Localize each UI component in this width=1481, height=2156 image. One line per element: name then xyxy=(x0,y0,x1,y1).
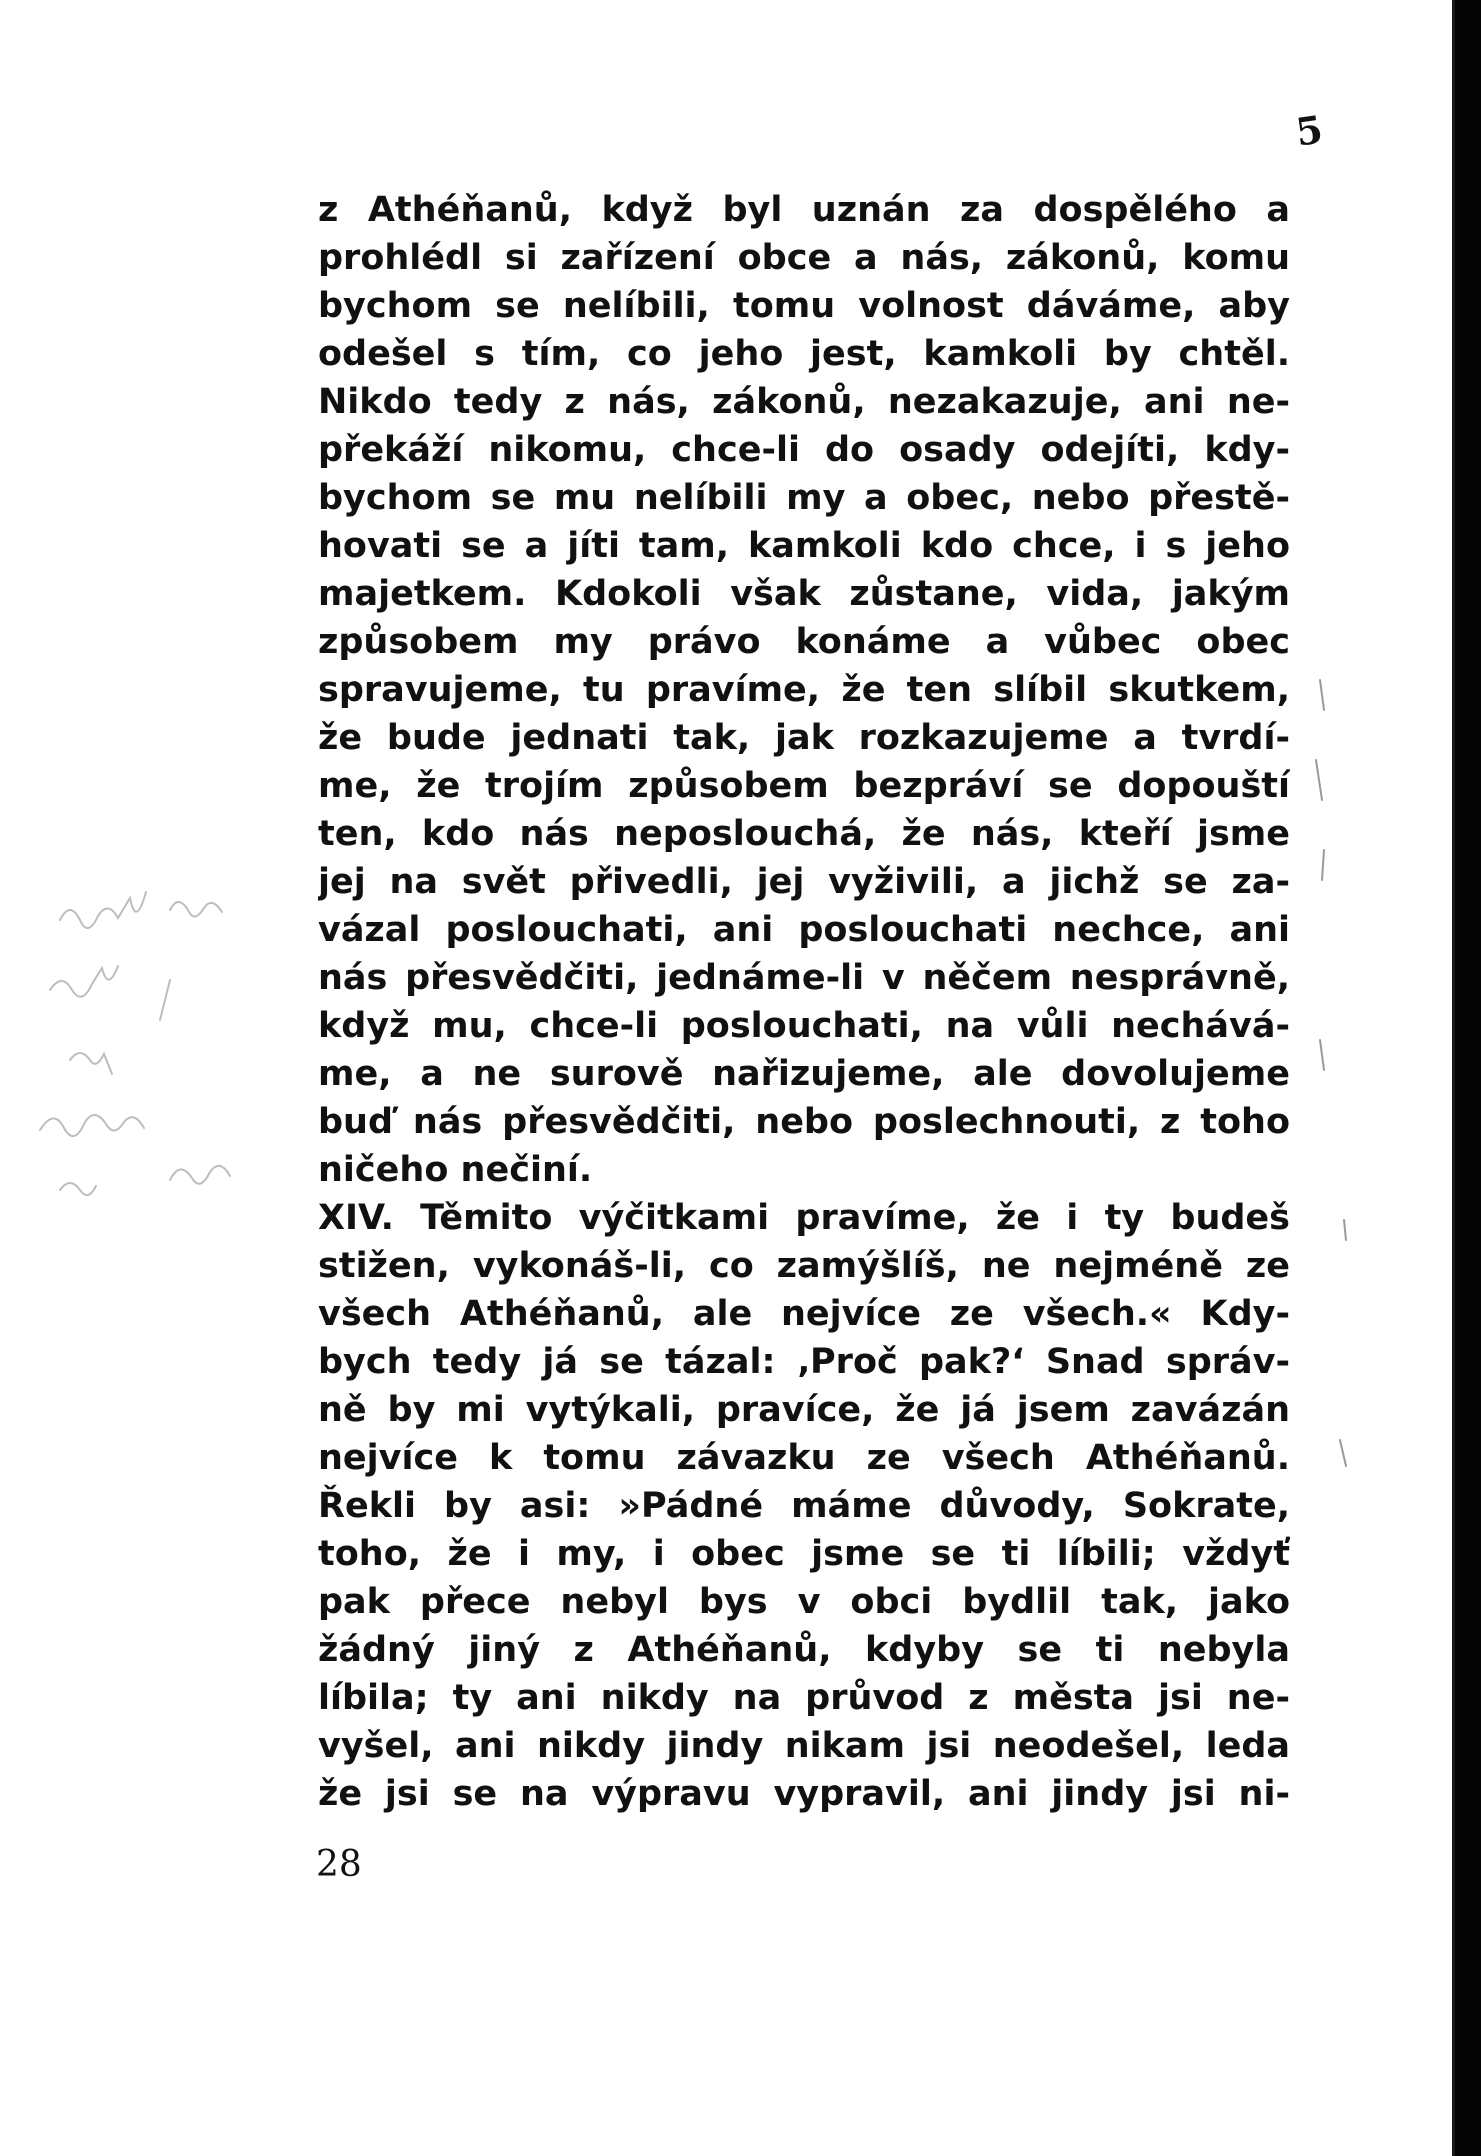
margin-pencil-marks xyxy=(1300,620,1360,1820)
text-line: vyšel, ani nikdy jindy nikam jsi neodešel, leda xyxy=(318,1726,1290,1766)
text-line: žádný jiný z Athéňanů, kdyby se ti nebyla xyxy=(318,1630,1290,1670)
text-line: me, že trojím způsobem bezpráví se dopouští xyxy=(318,766,1290,806)
text-line: překáží nikomu, chce-li do osady odejíti, kdy- xyxy=(318,430,1290,470)
text-line: bych tedy já se tázal: ‚Proč pak?‘ Snad správ- xyxy=(318,1342,1290,1382)
text-line: bychom se mu nelíbili my a obec, nebo přestě- xyxy=(318,478,1290,518)
text-line: toho, že i my, i obec jsme se ti líbili; vždyť xyxy=(318,1534,1290,1574)
text-line: nejvíce k tomu závazku ze všech Athéňanů. xyxy=(318,1438,1290,1478)
text-line: všech Athéňanů, ale nejvíce ze všech.« Kdy- xyxy=(318,1294,1290,1334)
text-line: že bude jednati tak, jak rozkazujeme a tvrdí- xyxy=(318,718,1290,758)
text-line: způsobem my právo konáme a vůbec obec xyxy=(318,622,1290,662)
corner-mark: 5 xyxy=(1292,106,1326,155)
text-line: ten, kdo nás neposlouchá, že nás, kteří jsme xyxy=(318,814,1290,854)
body-text xyxy=(318,186,1290,1818)
text-line: nás přesvědčiti, jednáme-li v něčem nesprávně, xyxy=(318,958,1290,998)
text-line: spravujeme, tu pravíme, že ten slíbil skutkem, xyxy=(318,670,1290,710)
text-line: ničeho nečiní. xyxy=(318,1150,593,1190)
page-number: 28 xyxy=(316,1844,362,1885)
text-line: jej na svět přivedli, jej vyživili, a jichž se za- xyxy=(318,862,1290,902)
text-line: buď nás přesvědčiti, nebo poslechnouti, z toho xyxy=(318,1102,1290,1142)
text-line: Řekli by asi: »Pádné máme důvody, Sokrate, xyxy=(318,1486,1290,1526)
text-line: Nikdo tedy z nás, zákonů, nezakazuje, ani ne- xyxy=(318,382,1290,422)
handwritten-margin-notes xyxy=(20,880,320,1200)
text-line: stižen, vykonáš-li, co zamýšlíš, ne nejméně ze xyxy=(318,1246,1290,1286)
scan-border xyxy=(1455,0,1481,2156)
text-line: že jsi se na výpravu vypravil, ani jindy jsi ni- xyxy=(318,1774,1290,1814)
text-line: majetkem. Kdokoli však zůstane, vida, jakým xyxy=(318,574,1290,614)
text-line: bychom se nelíbili, tomu volnost dáváme, aby xyxy=(318,286,1290,326)
text-line: XIV. Těmito výčitkami pravíme, že i ty budeš xyxy=(318,1198,1290,1238)
text-line: hovati se a jíti tam, kamkoli kdo chce, i s jeho xyxy=(318,526,1290,566)
text-line: odešel s tím, co jeho jest, kamkoli by chtěl. xyxy=(318,334,1290,374)
text-line: ně by mi vytýkali, pravíce, že já jsem zavázán xyxy=(318,1390,1290,1430)
text-line: z Athéňanů, když byl uznán za dospělého a xyxy=(318,190,1290,230)
text-line: prohlédl si zařízení obce a nás, zákonů, komu xyxy=(318,238,1290,278)
text-line: vázal poslouchati, ani poslouchati nechce, ani xyxy=(318,910,1290,950)
text-line: pak přece nebyl bys v obci bydlil tak, jako xyxy=(318,1582,1290,1622)
text-line: líbila; ty ani nikdy na průvod z města jsi ne- xyxy=(318,1678,1290,1718)
text-line: me, a ne surově nařizujeme, ale dovolujeme xyxy=(318,1054,1290,1094)
text-line: když mu, chce-li poslouchati, na vůli nechává- xyxy=(318,1006,1290,1046)
